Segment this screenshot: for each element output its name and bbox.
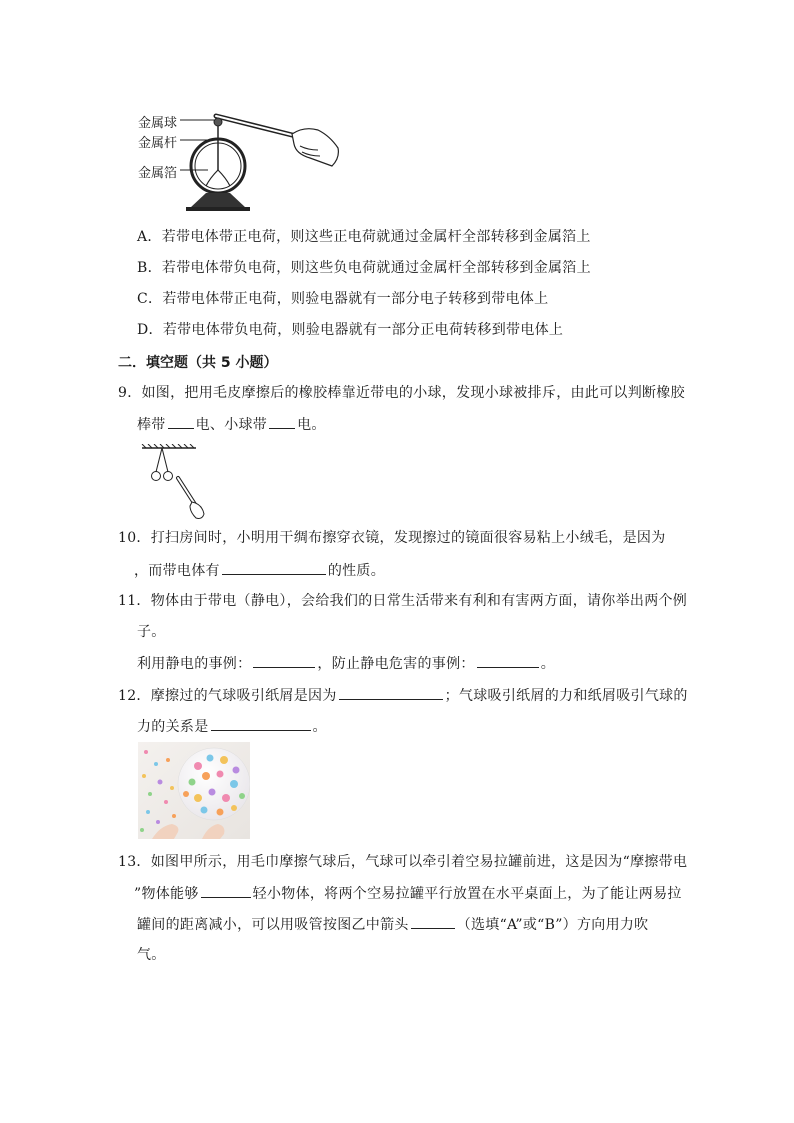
q12-blank-2[interactable]	[211, 716, 311, 731]
option-d: D．若带电体带负电荷，则验电器就有一部分正电荷转移到带电体上	[137, 322, 564, 338]
q11-blank-2[interactable]	[477, 653, 539, 668]
q13-blank-1[interactable]	[201, 883, 251, 898]
q9-blank-1[interactable]	[168, 414, 194, 429]
q9-line1: 9．如图，把用毛皮摩擦后的橡胶棒靠近带电的小球，发现小球被排斥，由此可以判断橡胶	[118, 385, 685, 401]
q13-blank-2[interactable]	[411, 914, 455, 929]
pendulum-figure	[140, 444, 210, 522]
q11-blank-1[interactable]	[253, 653, 315, 668]
electroscope-figure	[134, 108, 344, 213]
label-metal-ball: 金属球	[138, 116, 178, 131]
q10-blank[interactable]	[222, 560, 326, 575]
q13-line4: 气。	[137, 947, 166, 963]
q9-blank-2[interactable]	[269, 414, 295, 429]
section-title: 二．填空题（共 5 小题）	[118, 355, 278, 371]
option-b: B．若带电体带负电荷，则这些负电荷就通过金属杆全部转移到金属箔上	[137, 260, 591, 276]
q11-line2: 子。	[137, 624, 166, 640]
label-metal-rod: 金属杆	[138, 136, 178, 151]
q13-line1: 13．如图甲所示，用毛巾摩擦气球后，气球可以牵引着空易拉罐前进，这是因为“摩擦带电	[118, 854, 688, 870]
q12-line2: 力的关系是 。	[137, 716, 327, 737]
option-c: C．若带电体带正电荷，则验电器就有一部分电子转移到带电体上	[137, 291, 549, 307]
q11-line1: 11．物体由于带电（静电），会给我们的日常生活带来有利和有害两方面，请你举出两个例	[118, 593, 688, 609]
label-metal-foil: 金属箔	[138, 166, 178, 181]
option-a: A．若带电体带正电荷，则这些正电荷就通过金属杆全部转移到金属箔上	[137, 229, 591, 245]
electroscope-drawing	[134, 108, 344, 213]
q10-line1: 10．打扫房间时，小明用干绸布擦穿衣镜，发现擦过的镜面很容易粘上小绒毛，是因为	[118, 530, 666, 546]
q13-line3: 罐间的距离减小，可以用吸管按图乙中箭头 （选填“A”或“B”）方向用力吹	[137, 914, 648, 935]
q10-line2: ，而带电体有 的性质。	[134, 560, 385, 581]
balloon-confetti-photo	[138, 742, 250, 839]
q13-line2: ”物体能够 轻小物体，将两个空易拉罐平行放置在水平桌面上，为了能让两易拉	[134, 883, 682, 904]
q12-line1: 12．摩擦过的气球吸引纸屑是因为 ；气球吸引纸屑的力和纸屑吸引气球的	[118, 685, 688, 706]
q11-line3: 利用静电的事例： ，防止静电危害的事例： 。	[137, 653, 555, 674]
q12-blank-1[interactable]	[339, 685, 443, 700]
q9-line2: 棒带 电、小球带 电。	[137, 414, 326, 435]
